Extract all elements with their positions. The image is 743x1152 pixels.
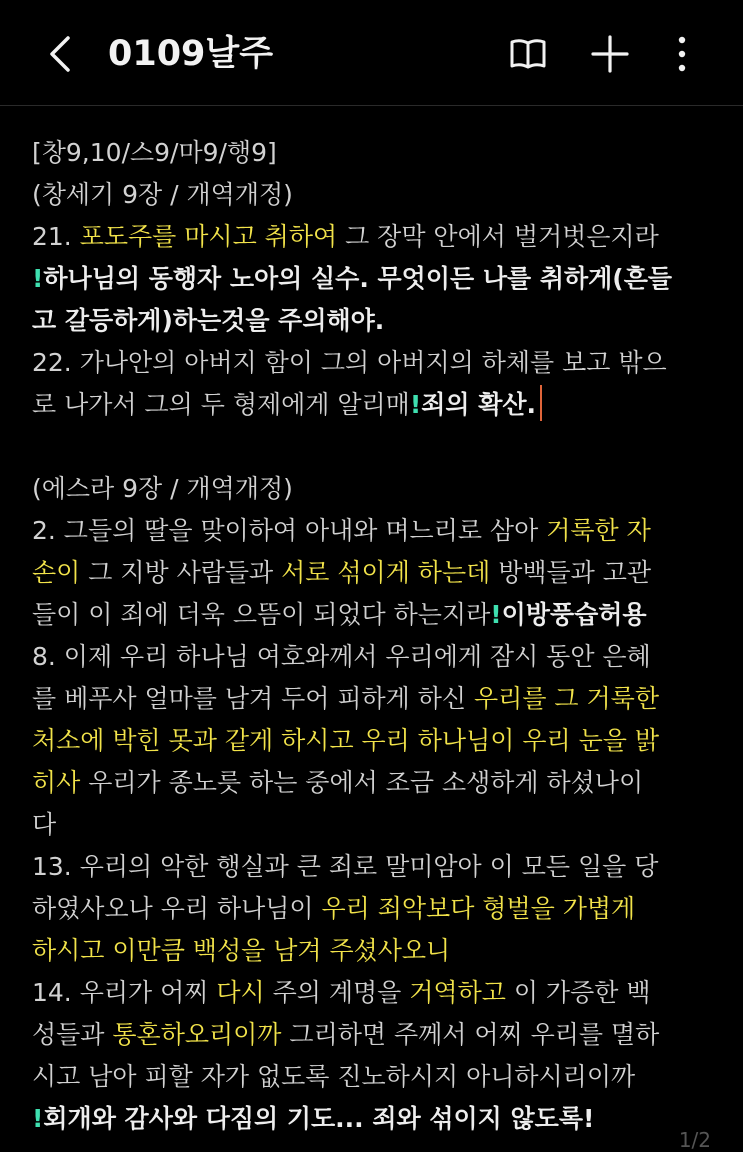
note-line [32, 636, 722, 678]
page-indicator: 1/2 [678, 1128, 711, 1152]
note-line [32, 510, 722, 552]
note-line [32, 174, 722, 216]
note-text: 고 갈등하게)하는것을 주의해야. [32, 306, 385, 335]
note-text: 다 [32, 810, 57, 839]
note-line [32, 216, 722, 258]
note-text: 회개와 감사와 다짐의 기도... 죄와 섞이지 않도록! [43, 1104, 595, 1133]
note-text: 들이 이 죄에 더욱 으뜸이 되었다 하는지라 [32, 600, 491, 629]
note-text: 로 나가서 그의 두 형제에게 알리매 [32, 390, 410, 419]
note-text: 우리가 종노릇 하는 중에서 조금 소생하게 하셨나이 [80, 768, 644, 797]
exclamation-mark: ! [32, 1104, 44, 1133]
exclamation-mark: ! [490, 600, 502, 629]
note-text: 이 가증한 백 [505, 978, 651, 1007]
app-header [0, 0, 743, 106]
note-text: (창세기 9장 / 개역개정) [32, 180, 293, 209]
note-text: 방백들과 고관 [490, 558, 652, 587]
note-line [32, 720, 722, 762]
note-text: 하였사오나 우리 하나님이 [32, 894, 322, 923]
note-text: 하나님의 동행자 노아의 실수. 무엇이든 나를 취하게(흔들 [43, 264, 673, 293]
note-text: 그리하면 주께서 어찌 우리를 멸하 [281, 1020, 660, 1049]
note-line [32, 1056, 722, 1098]
page-title: 0109날주 [108, 34, 274, 74]
text-cursor [540, 385, 542, 421]
highlighted-text: 하시고 이만큼 백성을 남겨 주셨사오니 [32, 936, 451, 965]
note-line [32, 678, 722, 720]
note-line [32, 1014, 722, 1056]
note-line [32, 258, 722, 300]
note-text: 를 베푸사 얼마를 남겨 두어 피하게 하신 [32, 684, 475, 713]
note-text: 21. [32, 222, 80, 251]
note-text: 그 지방 사람들과 [80, 558, 282, 587]
note-text: [창9,10/스9/마9/행9] [32, 138, 277, 167]
note-text: 죄의 확산. [421, 390, 537, 419]
note-text: 14. 우리가 어찌 [32, 978, 217, 1007]
note-line [32, 384, 722, 426]
note-line [32, 1098, 722, 1140]
note-line [32, 930, 722, 972]
highlighted-text: 다시 [216, 978, 265, 1007]
note-line [32, 552, 722, 594]
highlighted-text: 포도주를 마시고 취하여 [79, 222, 338, 251]
exclamation-mark: ! [409, 390, 422, 419]
highlighted-text: 거역하고 [409, 978, 506, 1007]
note-text: 주의 계명을 [264, 978, 410, 1007]
note-line [32, 972, 722, 1014]
note-text: 22. 가나안의 아버지 함이 그의 아버지의 하체를 보고 밖으 [32, 348, 667, 377]
note-text: 8. 이제 우리 하나님 여호와께서 우리에게 잠시 동안 은혜 [32, 642, 651, 671]
note-line [32, 594, 722, 636]
note-line [32, 132, 722, 174]
highlighted-text: 히사 [32, 768, 81, 797]
plus-icon[interactable] [588, 32, 632, 76]
back-chevron-icon[interactable] [40, 30, 84, 78]
note-line [32, 804, 722, 846]
note-line [32, 342, 722, 384]
book-icon[interactable] [506, 32, 550, 76]
highlighted-text: 우리 죄악보다 형벌을 가볍게 [321, 894, 636, 923]
highlighted-text: 처소에 박힌 못과 같게 하시고 우리 하나님이 우리 눈을 밝 [32, 726, 659, 755]
note-line [32, 846, 722, 888]
highlighted-text: 서로 섞이게 하는데 [281, 558, 491, 587]
highlighted-text: 통혼하오리이까 [112, 1020, 282, 1049]
note-text: 이방풍습허용 [501, 600, 647, 629]
note-line [32, 762, 722, 804]
note-text: 성들과 [32, 1020, 113, 1049]
more-vertical-icon[interactable] [660, 32, 704, 76]
highlighted-text: 우리를 그 거룩한 [474, 684, 659, 713]
note-body[interactable] [32, 132, 722, 1140]
note-text: 2. 그들의 딸을 맞이하여 아내와 며느리로 삼아 [32, 516, 547, 545]
note-text: (에스라 9장 / 개역개정) [32, 474, 293, 503]
note-line [32, 888, 722, 930]
note-text: 13. 우리의 악한 행실과 큰 죄로 말미암아 이 모든 일을 당 [32, 852, 659, 881]
note-line [32, 300, 722, 342]
exclamation-mark: ! [32, 264, 44, 293]
note-line [32, 468, 722, 510]
note-text: 그 장막 안에서 벌거벗은지라 [337, 222, 659, 251]
note-line [32, 426, 722, 468]
highlighted-text: 거룩한 자 [546, 516, 651, 545]
highlighted-text: 손이 [32, 558, 81, 587]
note-text: 시고 남아 피할 자가 없도록 진노하시지 아니하시리이까 [32, 1062, 636, 1091]
